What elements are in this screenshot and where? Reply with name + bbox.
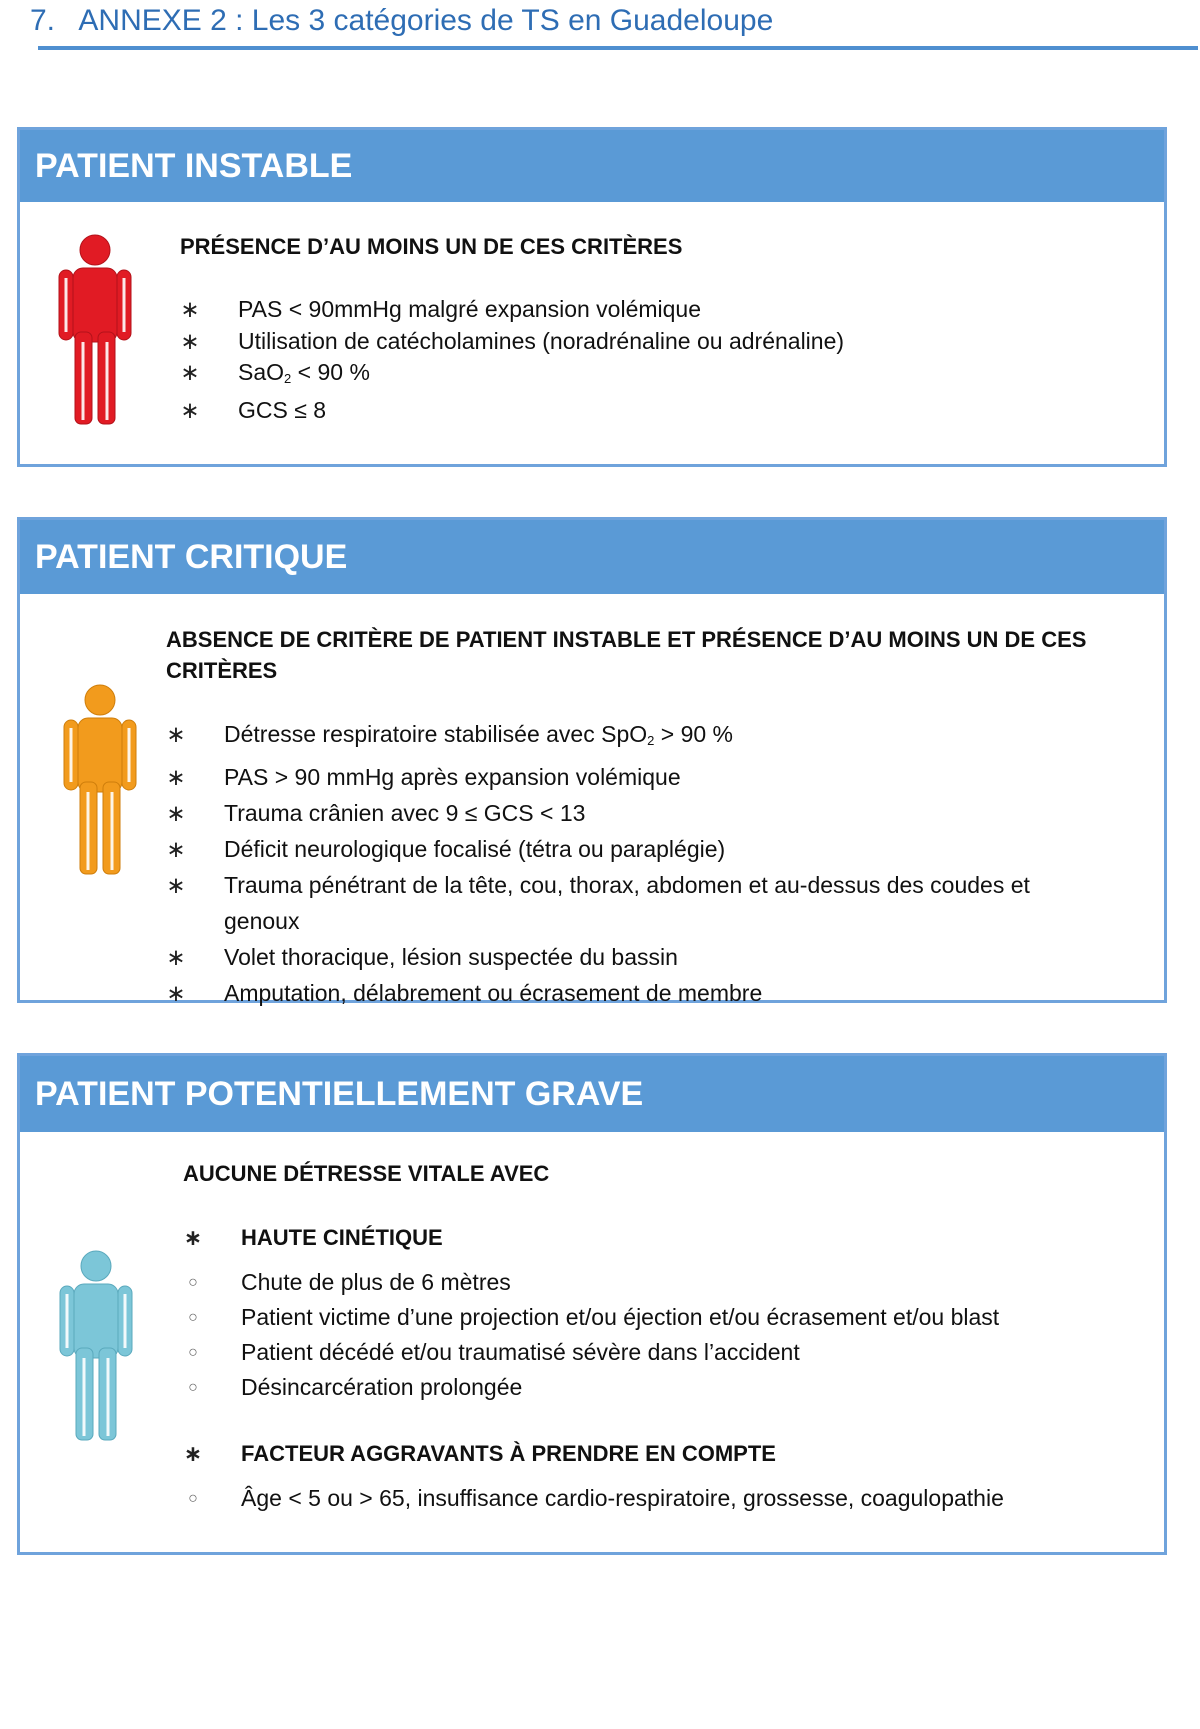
- list-item: ∗ Utilisation de catécholamines (noradrénaline ou adrénaline): [180, 326, 844, 358]
- card-title: [20, 130, 1164, 202]
- page-heading: [30, 4, 773, 38]
- asterisk-bullet-icon: ∗: [180, 296, 200, 322]
- asterisk-bullet-icon: ∗: [166, 721, 186, 747]
- asterisk-bullet-icon: ∗: [180, 396, 200, 423]
- asterisk-bullet-icon: ∗: [180, 359, 200, 385]
- asterisk-bullet-icon: ∗: [166, 836, 186, 862]
- asterisk-bullet-icon: ∗: [166, 980, 186, 1006]
- haute-cinetique-list: [183, 1220, 999, 1405]
- card-patient-critique: [17, 517, 1167, 1006]
- group-heading: ∗ HAUTE CINÉTIQUE: [183, 1220, 999, 1255]
- facteurs-aggravants-list: [183, 1436, 1004, 1516]
- orange-person-icon: [60, 682, 140, 882]
- circle-bullet-icon: ○: [188, 1309, 198, 1326]
- list-item-continuation: genoux: [224, 908, 300, 934]
- criteria-title: PRÉSENCE D’AU MOINS UN DE CES CRITÈRES: [180, 234, 683, 259]
- card-title-text: PATIENT POTENTIELLEMENT GRAVE: [35, 1074, 644, 1113]
- blue-person-icon: [56, 1248, 136, 1448]
- card-title: [20, 1056, 1164, 1132]
- red-person-icon: [55, 232, 135, 432]
- card-patient-instable: [17, 127, 1167, 467]
- card-body: [20, 1132, 1164, 1552]
- criteria-list: [180, 294, 844, 426]
- list-item: ∗ SaO$_2$ < 90 %: [180, 357, 844, 395]
- asterisk-bullet-icon: ∗: [183, 1441, 203, 1466]
- card-title-text: PATIENT INSTABLE: [35, 146, 353, 185]
- circle-bullet-icon: ○: [188, 1274, 198, 1291]
- card-title-text: PATIENT CRITIQUE: [35, 537, 348, 576]
- criteria-title: AUCUNE DÉTRESSE VITALE AVEC: [183, 1161, 550, 1186]
- group-heading: ∗ FACTEUR AGGRAVANTS À PRENDRE EN COMPTE: [183, 1436, 1004, 1471]
- asterisk-bullet-icon: ∗: [180, 327, 200, 354]
- list-item: ○ Âge < 5 ou > 65, insuffisance cardio-respiratoire, grossesse, coagulopathie: [183, 1481, 1004, 1516]
- asterisk-bullet-icon: ∗: [166, 800, 186, 826]
- list-item: ∗ Trauma crânien avec 9 ≤ GCS < 13: [166, 795, 1030, 831]
- heading-rule: [38, 46, 1198, 50]
- asterisk-bullet-icon: ∗: [166, 764, 186, 790]
- list-item: ∗ Déficit neurologique focalisé (tétra ou paraplégie): [166, 831, 1030, 867]
- list-item: ○ Désincarcération prolongée: [183, 1370, 999, 1405]
- list-item: ∗ Trauma pénétrant de la tête, cou, thorax, abdomen et au-dessus des coudes et: [166, 867, 1030, 903]
- circle-bullet-icon: ○: [188, 1344, 198, 1361]
- card-body: [20, 594, 1164, 1006]
- list-item: ∗ Volet thoracique, lésion suspectée du bassin: [166, 939, 1030, 975]
- circle-bullet-icon: ○: [188, 1490, 198, 1507]
- list-item: ∗ Amputation, délabrement ou écrasement de membre: [166, 975, 1030, 1011]
- asterisk-bullet-icon: ∗: [166, 872, 186, 898]
- list-item: ○ Chute de plus de 6 mètres: [183, 1265, 999, 1300]
- list-item: ∗ PAS < 90mmHg malgré expansion volémique: [180, 294, 844, 326]
- list-item: ∗ PAS > 90 mmHg après expansion volémique: [166, 759, 1030, 795]
- card-patient-potentiellement-grave: [17, 1053, 1167, 1555]
- criteria-list: [166, 716, 1030, 1011]
- circle-bullet-icon: ○: [188, 1379, 198, 1396]
- heading-number: 7.: [30, 4, 56, 37]
- list-item: ∗ Détresse respiratoire stabilisée avec SpO$_2$ > 90 %: [166, 716, 1030, 759]
- list-item: ○ Patient décédé et/ou traumatisé sévère dans l’accident: [183, 1335, 999, 1370]
- asterisk-bullet-icon: ∗: [166, 944, 186, 970]
- card-body: [20, 202, 1164, 464]
- list-item: ○ Patient victime d’une projection et/ou éjection et/ou écrasement et/ou blast: [183, 1300, 999, 1335]
- heading-title: ANNEXE 2 : Les 3 catégories de TS en Guadeloupe: [78, 4, 774, 37]
- list-item: ∗ GCS ≤ 8: [180, 395, 844, 427]
- asterisk-bullet-icon: ∗: [183, 1225, 203, 1250]
- card-title: [20, 520, 1164, 594]
- criteria-title: ABSENCE DE CRITÈRE DE PATIENT INSTABLE ET PRÉSENCE D’AU MOINS UN DE CES CRITÈRES: [166, 627, 1087, 683]
